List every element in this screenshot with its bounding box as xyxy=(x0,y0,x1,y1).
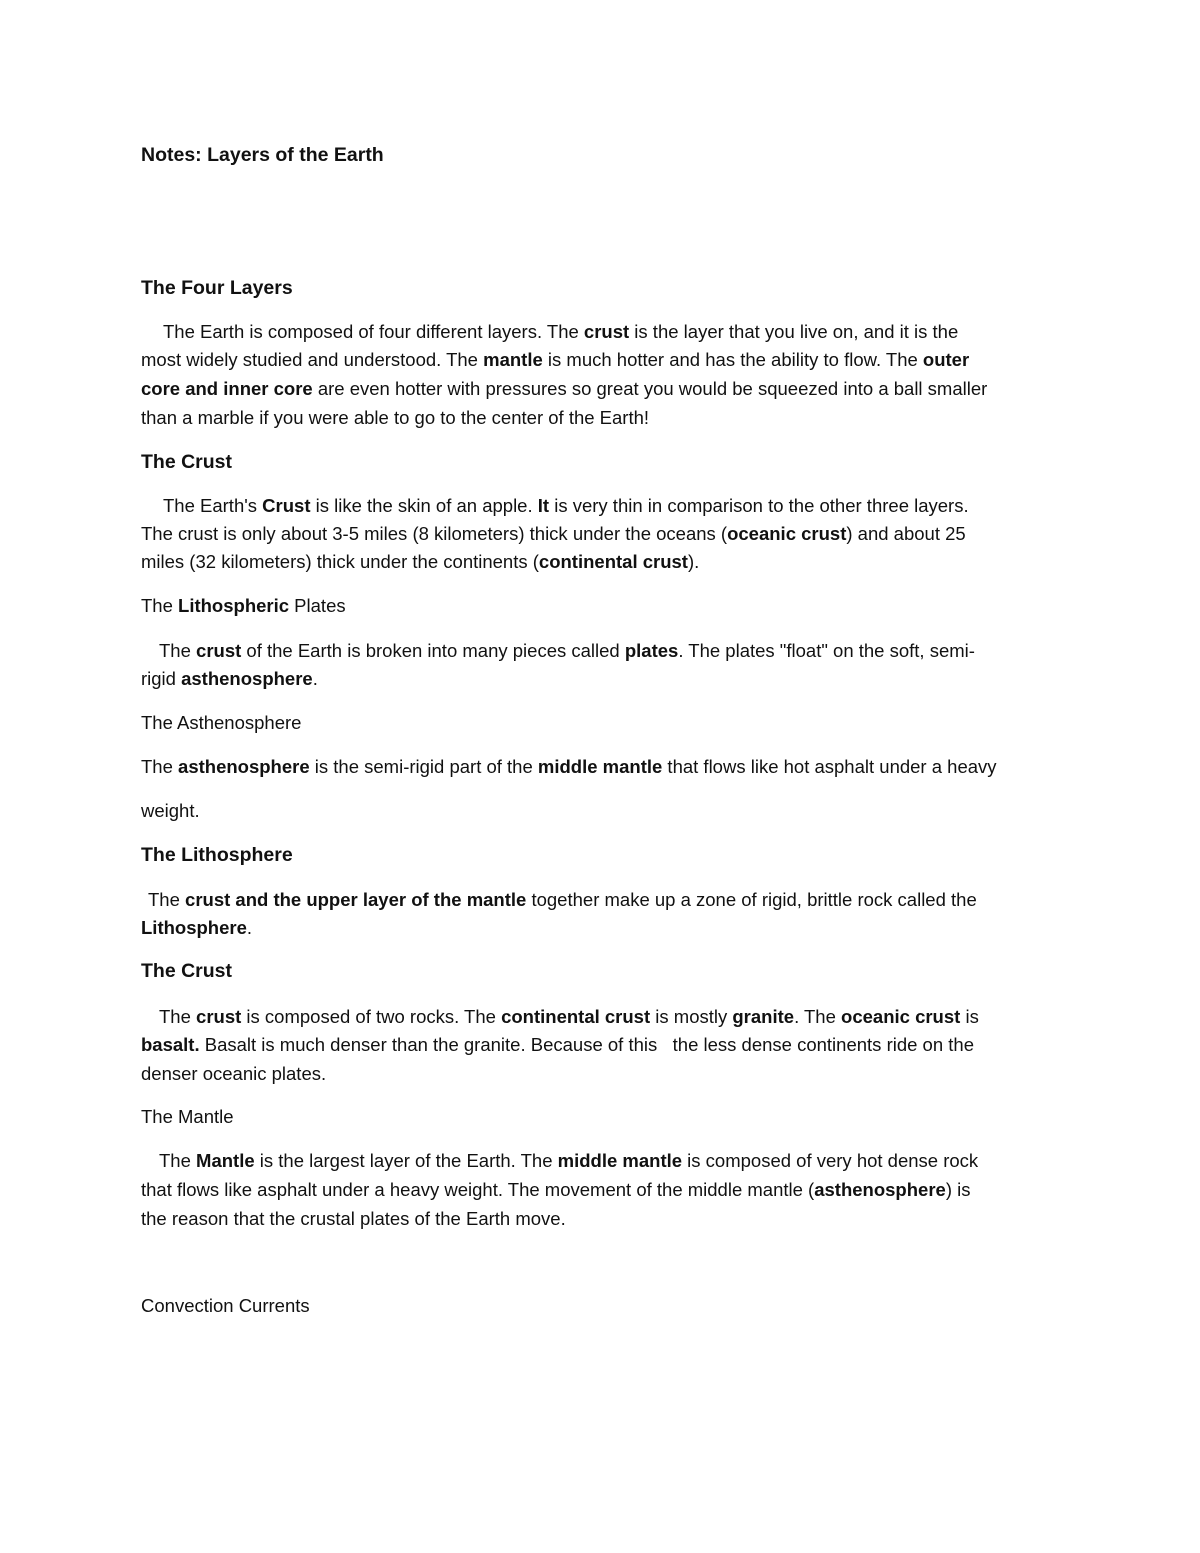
text-run: The xyxy=(159,640,197,661)
text-run: are even hotter with pressures so great you would be squeezed into a ball smaller xyxy=(312,378,988,399)
text-run: that flows like hot asphalt under a heavy xyxy=(662,756,997,777)
bold-term: outer xyxy=(922,349,970,370)
text-line xyxy=(141,886,1068,915)
bold-term: crust and the upper layer of the mantle xyxy=(185,889,527,910)
text-line xyxy=(141,1147,1079,1176)
bold-term: crust xyxy=(196,1006,242,1027)
bold-term: core and inner core xyxy=(141,378,313,399)
text-run: rigid xyxy=(141,668,182,689)
text-line xyxy=(141,1176,1061,1205)
text-run: is the layer that you live on, and it is the xyxy=(629,321,959,342)
bold-term: mantle xyxy=(483,349,543,370)
text-run: is mostly xyxy=(650,1006,733,1027)
bold-term: asthenosphere xyxy=(178,756,310,777)
bold-term: Lithosphere xyxy=(141,917,247,938)
text-run: is composed of very hot dense rock xyxy=(682,1150,979,1171)
heading-convection-currents: Convection Currents xyxy=(141,1295,310,1316)
text-run: of the Earth is broken into many pieces called xyxy=(241,640,625,661)
text-line xyxy=(141,914,1061,943)
text-line xyxy=(141,492,1083,521)
heading-four-layers: The Four Layers xyxy=(141,277,293,299)
text-run: The xyxy=(159,1006,197,1027)
heading-asthenosphere: The Asthenosphere xyxy=(141,712,302,733)
text-line xyxy=(141,318,1083,347)
text-run: Basalt is much denser than the granite. Because of this the less dense continents ride on the xyxy=(199,1034,974,1055)
text-line xyxy=(141,665,1061,694)
text-run: The Earth is composed of four different layers. The xyxy=(163,321,584,342)
text-line xyxy=(141,637,1079,666)
bold-term: asthenosphere xyxy=(181,668,313,689)
bold-term: continental crust xyxy=(538,551,688,572)
bold-term: Lithospheric xyxy=(178,595,290,616)
bold-term: oceanic crust xyxy=(727,523,847,544)
text-run: is composed of two rocks. The xyxy=(241,1006,502,1027)
text-run: The xyxy=(141,595,179,616)
heading-lithospheric-plates xyxy=(141,592,1061,621)
text-run: that flows like asphalt under a heavy weight. The movement of the middle mantle ( xyxy=(141,1179,815,1200)
text-line xyxy=(141,753,1061,782)
bold-term: Crust xyxy=(262,495,311,516)
text-line xyxy=(141,346,1061,375)
heading-mantle: The Mantle xyxy=(141,1106,234,1127)
heading-crust: The Crust xyxy=(141,451,233,473)
bold-term: plates xyxy=(624,640,679,661)
text-line xyxy=(141,520,1061,549)
text-run: The crust is only about 3-5 miles (8 kilometers) thick under the oceans ( xyxy=(141,523,728,544)
text-run: . xyxy=(246,917,253,938)
text-line xyxy=(141,1003,1079,1032)
text-line xyxy=(141,1031,1061,1060)
text-run: ). xyxy=(687,551,700,572)
bold-term: Mantle xyxy=(196,1150,255,1171)
bold-term: crust xyxy=(196,640,242,661)
heading-lithosphere: The Lithosphere xyxy=(141,844,293,866)
text-run: is like the skin of an apple. xyxy=(310,495,538,516)
bold-term: granite xyxy=(732,1006,795,1027)
bold-term: middle mantle xyxy=(537,756,663,777)
bold-term: asthenosphere xyxy=(814,1179,946,1200)
text-run: together make up a zone of rigid, brittle rock called the xyxy=(526,889,977,910)
text-run: is xyxy=(960,1006,979,1027)
text-run: ) is xyxy=(945,1179,971,1200)
heading-crust-rocks: The Crust xyxy=(141,960,233,982)
text-run: is much hotter and has the ability to flow. The xyxy=(542,349,923,370)
text-run: The Earth's xyxy=(163,495,263,516)
bold-term: basalt. xyxy=(141,1034,200,1055)
text-line xyxy=(141,375,1061,404)
text-run: . xyxy=(312,668,318,689)
text-line: weight. xyxy=(141,800,200,821)
bold-term: crust xyxy=(583,321,630,342)
bold-term: middle mantle xyxy=(557,1150,683,1171)
text-run: ) and about 25 xyxy=(846,523,966,544)
text-run: The xyxy=(141,756,179,777)
text-line xyxy=(141,548,1061,577)
text-run: is the largest layer of the Earth. The xyxy=(254,1150,558,1171)
text-run: . The xyxy=(794,1006,842,1027)
text-run: The xyxy=(148,889,186,910)
page-title: Notes: Layers of the Earth xyxy=(141,144,384,166)
text-run: The xyxy=(159,1150,197,1171)
text-run: most widely studied and understood. The xyxy=(141,349,484,370)
text-run: is the semi-rigid part of the xyxy=(309,756,538,777)
bold-term: oceanic crust xyxy=(841,1006,961,1027)
bold-term: It xyxy=(537,495,550,516)
text-run: miles (32 kilometers) thick under the continents ( xyxy=(141,551,539,572)
text-line: denser oceanic plates. xyxy=(141,1063,327,1084)
text-run: Plates xyxy=(289,595,346,616)
text-run: . The plates "float" on the soft, semi- xyxy=(678,640,975,661)
bold-term: continental crust xyxy=(501,1006,651,1027)
text-run: is very thin in comparison to the other three layers. xyxy=(549,495,969,516)
text-line: the reason that the crustal plates of the Earth move. xyxy=(141,1208,566,1229)
text-line: than a marble if you were able to go to the center of the Earth! xyxy=(141,407,650,428)
